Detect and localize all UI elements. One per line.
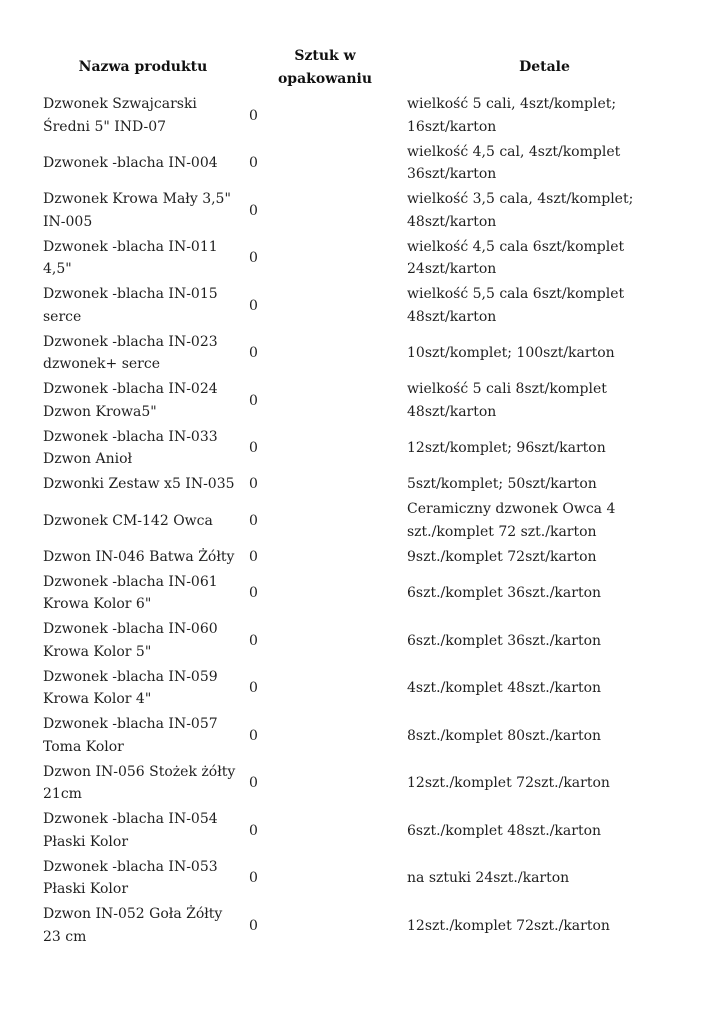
- product-name-cell: Dzwon IN-046 Batwa Żółty: [43, 548, 235, 565]
- header-product-name: Nazwa produktu: [78, 59, 208, 76]
- pieces-per-pack-cell: 0: [249, 512, 258, 529]
- pieces-per-pack-cell: 0: [249, 202, 258, 219]
- table-row: [40, 92, 685, 140]
- table-row: [40, 330, 685, 378]
- product-name-cell: Dzwonek -blacha IN-004: [43, 155, 218, 171]
- details-cell: 5szt/komplet; 50szt/karton: [407, 476, 597, 493]
- table-row: [40, 497, 685, 545]
- table-row: [40, 425, 685, 473]
- product-name-cell: Dzwonek -blacha IN-057 Toma Kolor: [43, 716, 218, 755]
- product-name-cell: Dzwon IN-052 Goła Żółty 23 cm: [43, 906, 223, 945]
- details-cell: 6szt./komplet 36szt./karton: [407, 585, 602, 601]
- product-name-cell: Dzwonek -blacha IN-024 Dzwon Krowa5": [43, 381, 218, 420]
- table-row: [40, 472, 685, 497]
- details-cell: 6szt./komplet 36szt./karton: [407, 632, 602, 649]
- pieces-per-pack-cell: 0: [249, 822, 258, 839]
- pieces-per-pack-cell: 0: [249, 155, 258, 171]
- product-name-cell: Dzwonek CM-142 Owca: [43, 512, 213, 529]
- details-cell: 9szt./komplet 72szt/karton: [407, 548, 597, 565]
- pieces-per-pack-cell: 0: [249, 345, 258, 361]
- table-row: [40, 235, 685, 283]
- product-name-cell: Dzwonek -blacha IN-023 dzwonek+ serce: [43, 333, 218, 373]
- table-row: [40, 807, 685, 855]
- details-cell: wielkość 4,5 cal, 4szt/komplet 36szt/karton: [407, 143, 621, 183]
- table-row: [40, 902, 685, 950]
- table-row: [40, 855, 685, 903]
- pieces-per-pack-cell: 0: [249, 297, 258, 314]
- details-cell: 12szt./komplet 72szt./karton: [407, 917, 610, 934]
- table-row: [40, 712, 685, 760]
- pieces-per-pack-cell: 0: [249, 585, 258, 601]
- product-name-cell: Dzwonek Szwajcarski Średni 5" IND-07: [43, 96, 197, 135]
- product-name-cell: Dzwonek -blacha IN-033 Dzwon Anioł: [43, 428, 218, 468]
- details-cell: wielkość 4,5 cala 6szt/komplet 24szt/karton: [407, 238, 625, 278]
- details-cell: 10szt/komplet; 100szt/karton: [407, 345, 615, 361]
- pieces-per-pack-cell: 0: [249, 440, 258, 456]
- table-row: [40, 760, 685, 808]
- pieces-per-pack-cell: 0: [249, 548, 258, 565]
- product-name-cell: Dzwonki Zestaw x5 IN-035: [43, 476, 235, 493]
- details-cell: 12szt/komplet; 96szt/karton: [407, 440, 606, 456]
- pieces-per-pack-cell: 0: [249, 476, 258, 493]
- table-row: [40, 665, 685, 713]
- header-pieces-per-pack: Sztuk w opakowaniu: [277, 48, 373, 87]
- product-name-cell: Dzwonek -blacha IN-060 Krowa Kolor 5": [43, 621, 218, 660]
- details-cell: na sztuki 24szt./karton: [407, 870, 570, 886]
- pieces-per-pack-cell: 0: [249, 107, 258, 124]
- pieces-per-pack-cell: 0: [249, 870, 258, 886]
- details-cell: wielkość 3,5 cala, 4szt/komplet; 48szt/karton: [407, 191, 634, 230]
- details-cell: wielkość 5,5 cala 6szt/komplet 48szt/karton: [407, 286, 625, 325]
- product-name-cell: Dzwonek -blacha IN-015 serce: [43, 286, 218, 325]
- pieces-per-pack-cell: 0: [249, 680, 258, 696]
- pieces-per-pack-cell: 0: [249, 775, 258, 791]
- details-cell: wielkość 5 cali, 4szt/komplet; 16szt/karton: [407, 96, 617, 135]
- details-cell: 12szt./komplet 72szt./karton: [407, 775, 610, 791]
- pieces-per-pack-cell: 0: [249, 392, 258, 409]
- pieces-per-pack-cell: 0: [249, 250, 258, 266]
- pieces-per-pack-cell: 0: [249, 917, 258, 934]
- table-row: [40, 282, 685, 330]
- product-name-cell: Dzwonek -blacha IN-011 4,5": [43, 238, 218, 278]
- product-name-cell: Dzwonek Krowa Mały 3,5" IN-005: [43, 191, 231, 230]
- product-name-cell: Dzwonek -blacha IN-054 Płaski Kolor: [43, 811, 218, 850]
- pieces-per-pack-cell: 0: [249, 727, 258, 744]
- product-name-cell: Dzwon IN-056 Stożek żółty 21cm: [43, 763, 236, 803]
- details-cell: Ceramiczny dzwonek Owca 4 szt./komplet 72 szt./karton: [407, 501, 616, 540]
- pieces-per-pack-cell: 0: [249, 632, 258, 649]
- products-table: [40, 44, 685, 950]
- product-name-cell: Dzwonek -blacha IN-053 Płaski Kolor: [43, 858, 218, 898]
- table-row: [40, 570, 685, 618]
- table-row: [40, 377, 685, 425]
- details-cell: 8szt./komplet 80szt./karton: [407, 727, 602, 744]
- details-cell: wielkość 5 cali 8szt/komplet 48szt/karton: [407, 381, 607, 420]
- header-details: Detale: [519, 59, 570, 76]
- details-cell: 6szt./komplet 48szt./karton: [407, 822, 602, 839]
- table-row: [40, 187, 685, 235]
- table-row: [40, 545, 685, 570]
- product-name-cell: Dzwonek -blacha IN-059 Krowa Kolor 4": [43, 668, 218, 708]
- table-row: [40, 617, 685, 665]
- table-body: [40, 92, 685, 950]
- table-header-row: [40, 44, 685, 92]
- product-name-cell: Dzwonek -blacha IN-061 Krowa Kolor 6": [43, 573, 218, 613]
- details-cell: 4szt./komplet 48szt./karton: [407, 680, 602, 696]
- table-row: [40, 140, 685, 188]
